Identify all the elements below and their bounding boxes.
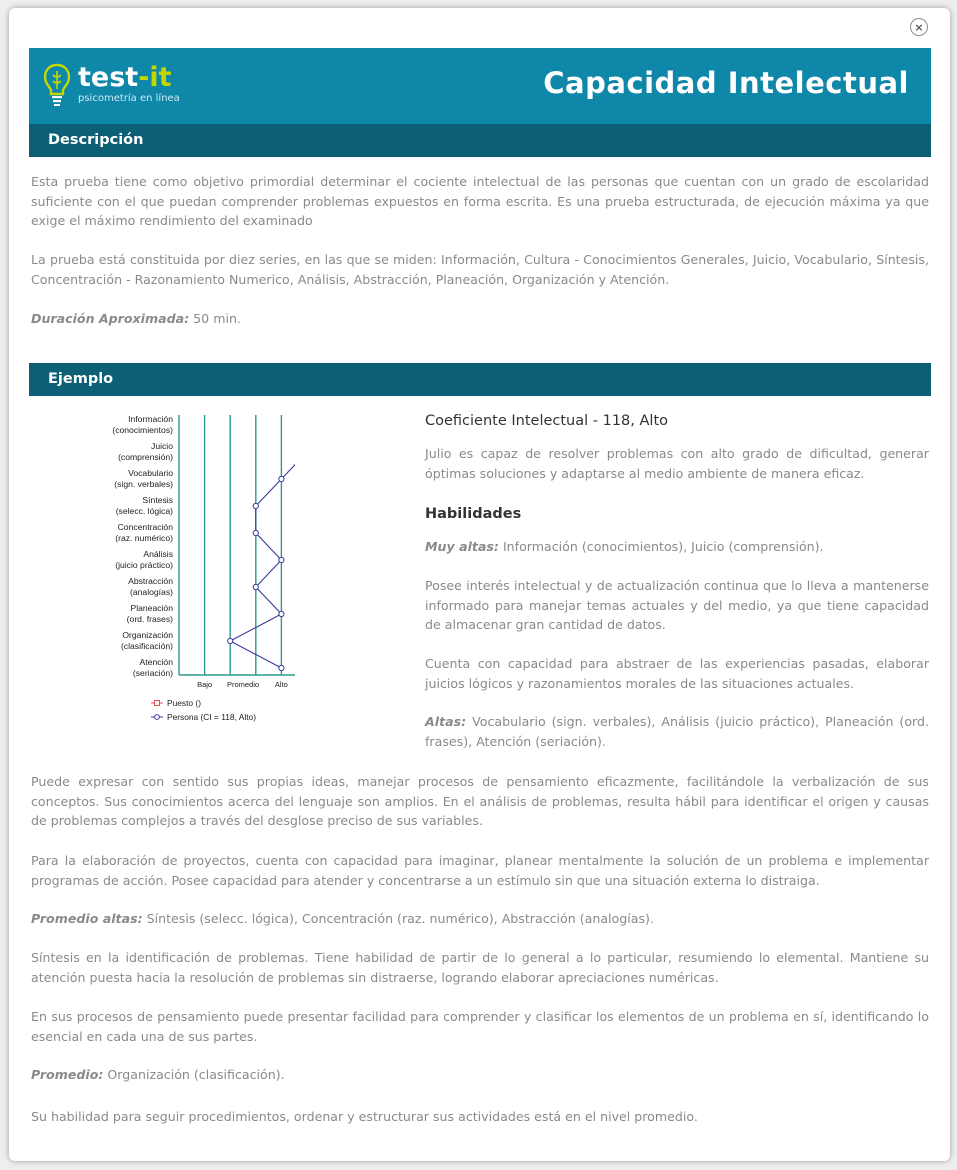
body-paragraph-5: Su habilidad para seguir procedimientos, ordenar y estructurar sus actividades está en el nivel promedio. (31, 1109, 698, 1124)
chart-category-sublabel: (comprensión) (118, 452, 173, 462)
chart-category-sublabel: (seriación) (132, 668, 173, 678)
muy-altas-label: Muy altas: (425, 539, 499, 554)
chart-data-point (253, 584, 258, 589)
chart-category-sublabel: (sign. verbales) (114, 479, 173, 489)
chart-category-label: Vocabulario (128, 468, 173, 478)
description-paragraph-2: La prueba está constituida por diez series, en las que se miden: Información, Cultura - Conocimientos Generales, Juicio, Vocabulario, Síntesis, Concentración - Razonamiento Numerico, Análisis, Abstracción, Planeación, Organización y Atención. (31, 252, 929, 287)
muy-altas-text: Información (conocimientos), Juicio (comprensión). (498, 539, 824, 554)
chart-category-sublabel: (clasificación) (120, 641, 173, 651)
result-summary: Julio es capaz de resolver problemas con alto grado de dificultad, generar óptimas soluciones y adaptarse al medio ambiente de manera eficaz. (425, 446, 929, 481)
lightbulb-icon (44, 63, 70, 107)
duration-value: 50 min. (189, 311, 241, 326)
brand-name: test-it (78, 62, 172, 93)
section-description-header: Descripción (29, 124, 931, 157)
chart-category-label: Información (128, 414, 173, 424)
muy-altas-line (425, 537, 929, 557)
chart-category-label: Juicio (151, 441, 173, 451)
chart-series-line (230, 425, 295, 668)
promedio-altas-text: Síntesis (selecc. lógica), Concentración (raz. numérico), Abstracción (analogías). (142, 911, 654, 926)
profile-chart (105, 411, 295, 731)
chart-data-point (279, 557, 284, 562)
chart-x-tick-label: Alto (274, 680, 288, 689)
header-banner (29, 48, 931, 124)
chart-category-label: Atención (139, 657, 173, 667)
legend-label-puesto: Puesto () (167, 698, 201, 708)
body-paragraph-3: Síntesis en la identificación de problemas. Tiene habilidad de partir de lo general a lo particular, resumiendo lo elemental. Mantiene su atención puesta hacia la resolución de problemas sin distraerse, logrando elaborar apreciaciones numéricas. (31, 950, 929, 985)
chart-data-point (253, 530, 258, 535)
chart-category-sublabel: (raz. numérico) (115, 533, 173, 543)
duration-label: Duración Aproximada: (31, 311, 190, 326)
promedio-label: Promedio: (31, 1067, 104, 1082)
result-paragraph-2: Cuenta con capacidad para abstraer de las experiencias pasadas, elaborar juicios lógicos y razonamientos morales de las situaciones actuales. (425, 656, 929, 691)
duration-line (31, 309, 929, 329)
chart-category-label: Organización (122, 630, 173, 640)
chart-category-sublabel: (selecc. lógica) (115, 506, 173, 516)
legend-label-persona: Persona (CI = 118, Alto) (167, 712, 256, 722)
chart-category-label: Planeación (130, 603, 173, 613)
result-heading: Coeficiente Intelectual - 118, Alto (425, 413, 669, 429)
promedio-altas-label: Promedio altas: (31, 911, 143, 926)
chart-category-sublabel: (juicio práctico) (115, 560, 173, 570)
promedio-text: Organización (clasificación). (103, 1067, 285, 1082)
brand-tagline: psicometría en línea (78, 93, 180, 104)
chart-data-point (279, 665, 284, 670)
chart-data-point (228, 638, 233, 643)
altas-label: Altas: (425, 714, 467, 729)
chart-data-point (279, 476, 284, 481)
result-paragraph-1: Posee interés intelectual y de actualización continua que lo lleva a mantenerse informado para manejar temas actuales y del medio, ya que tiene capacidad de almacenar gran cantidad de datos. (425, 578, 929, 632)
chart-x-tick-label: Promedio (226, 680, 260, 689)
legend-marker-puesto (155, 701, 160, 706)
altas-line (425, 712, 929, 751)
chart-category-sublabel: (analogías) (130, 587, 173, 597)
skills-heading: Habilidades (425, 506, 522, 522)
chart-category-label: Concentración (117, 522, 173, 532)
chart-data-point (279, 611, 284, 616)
promedio-altas-line (31, 909, 929, 929)
chart-x-tick-label: Bajo (197, 680, 213, 689)
description-paragraph-1: Esta prueba tiene como objetivo primordial determinar el cociente intelectual de las personas que cuentan con un grado de escolaridad suficiente con el que puedan comprender problemas expuestos en forma escrita. Es una prueba estructurada, de ejecución máxima ya que exige el máximo rendimiento del examinado (31, 174, 929, 228)
chart-category-label: Análisis (143, 549, 173, 559)
chart-category-label: Síntesis (142, 495, 173, 505)
chart-category-sublabel: (conocimientos) (112, 425, 173, 435)
brand-logo (44, 63, 180, 109)
section-example-header: Ejemplo (29, 363, 931, 396)
body-paragraph-1: Puede expresar con sentido sus propias ideas, manejar procesos de pensamiento eficazmente, facilitándole la verbalización de sus conceptos. Sus conocimientos acerca del lenguaje son amplios. En el análisis de problemas, resulta hábil para identificar el origen y causas de problemas complejos a través del desglose preciso de sus variables. (31, 774, 929, 828)
legend-marker-persona (155, 715, 160, 720)
altas-text: Vocabulario (sign. verbales), Análisis (juicio práctico), Planeación (ord. frases), Atención (seriación). (425, 714, 929, 749)
promedio-line (31, 1065, 929, 1085)
chart-data-point (253, 503, 258, 508)
chart-category-label: Abstracción (128, 576, 173, 586)
body-paragraph-2: Para la elaboración de proyectos, cuenta con capacidad para imaginar, planear mentalmente la solución de un problema e implementar programas de acción. Posee capacidad para atender y concentrarse a un estímulo sin que una situación externa lo distraiga. (31, 853, 929, 888)
page-title: Capacidad Intelectual (543, 66, 909, 100)
chart-category-sublabel: (ord. frases) (126, 614, 173, 624)
body-paragraph-4: En sus procesos de pensamiento puede presentar facilidad para comprender y clasificar los elementos de un problema en sí, identificando lo esencial en cada una de sus partes. (31, 1009, 929, 1044)
close-button[interactable]: × (910, 18, 928, 36)
